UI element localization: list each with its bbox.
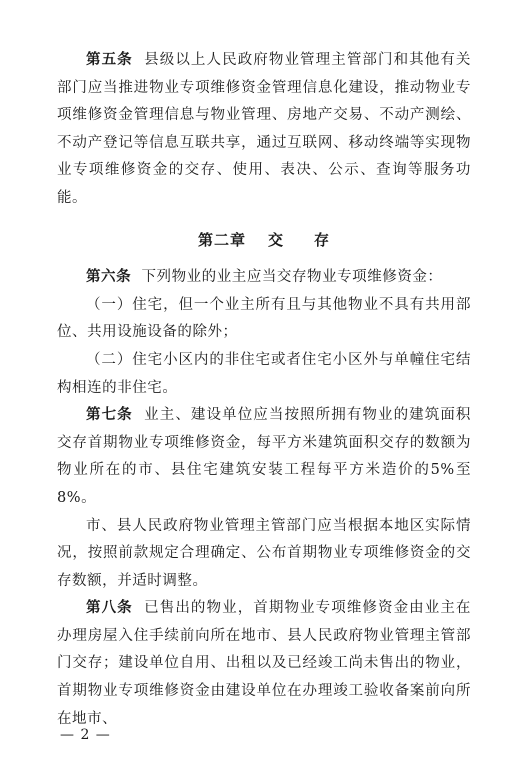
body-text — [57, 47, 471, 733]
article-7-label: 第七条 — [86, 407, 133, 424]
article-7-text: 业主、建设单位应当按照所拥有物业的建筑面积交存首期物业专项维修资金，每平方米建筑面积交存的数额为物业所在的市、县住宅建筑安装工程每平方米造价的5%至8%。 — [57, 407, 471, 506]
article-6-label: 第六条 — [86, 269, 132, 286]
chapter-number: 第二章 — [197, 230, 246, 249]
chapter-heading — [57, 227, 471, 255]
chapter-title-char-1: 交 — [267, 230, 284, 249]
article-5-text: 县级以上人民政府物业管理主管部门和其他有关部门应当推进物业专项维修资金管理信息化建设，推动物业专项维修资金管理信息与物业管理、房地产交易、不动产测绘、不动产登记等信息互联共享，通过互联网、移动终端等实现物业专项维修资金的交存、使用、表决、公示、查询等服务功能。 — [57, 52, 471, 206]
article-7-paragraph — [57, 402, 471, 512]
article-5-label: 第五条 — [86, 52, 133, 68]
article-7-paragraph-2: 市、县人民政府物业管理主管部门应当根据本地区实际情况，按照前款规定合理确定、公布首期物业专项维修资金的交存数额，并适时调整。 — [57, 517, 471, 589]
article-6-item-2: （二）住宅小区内的非住宅或者住宅小区外与单幢住宅结构相连的非住宅。 — [57, 351, 471, 396]
article-8-text: 已售出的物业，首期物业专项维修资金由业主在办理房屋入住手续前向所在地市、县人民政府物业管理主管部门交存；建设单位自用、出租以及已经竣工尚未售出的物业，首期物业专项维修资金由建设单位在办理竣工验收备案前向所在地市、 — [57, 600, 471, 727]
article-6-text: 下列物业的业主应当交存物业专项维修资金： — [141, 269, 443, 286]
page-number: — 2 — — [60, 727, 111, 743]
article-6-item-1: （一）住宅，但一个业主所有且与其他物业不具有共用部位、共用设施设备的除外； — [57, 296, 471, 341]
article-6-paragraph — [57, 264, 471, 292]
article-8-label: 第八条 — [86, 600, 133, 617]
chapter-title-char-2: 存 — [314, 230, 331, 249]
article-5-paragraph — [57, 47, 471, 213]
article-8-paragraph — [57, 595, 471, 733]
